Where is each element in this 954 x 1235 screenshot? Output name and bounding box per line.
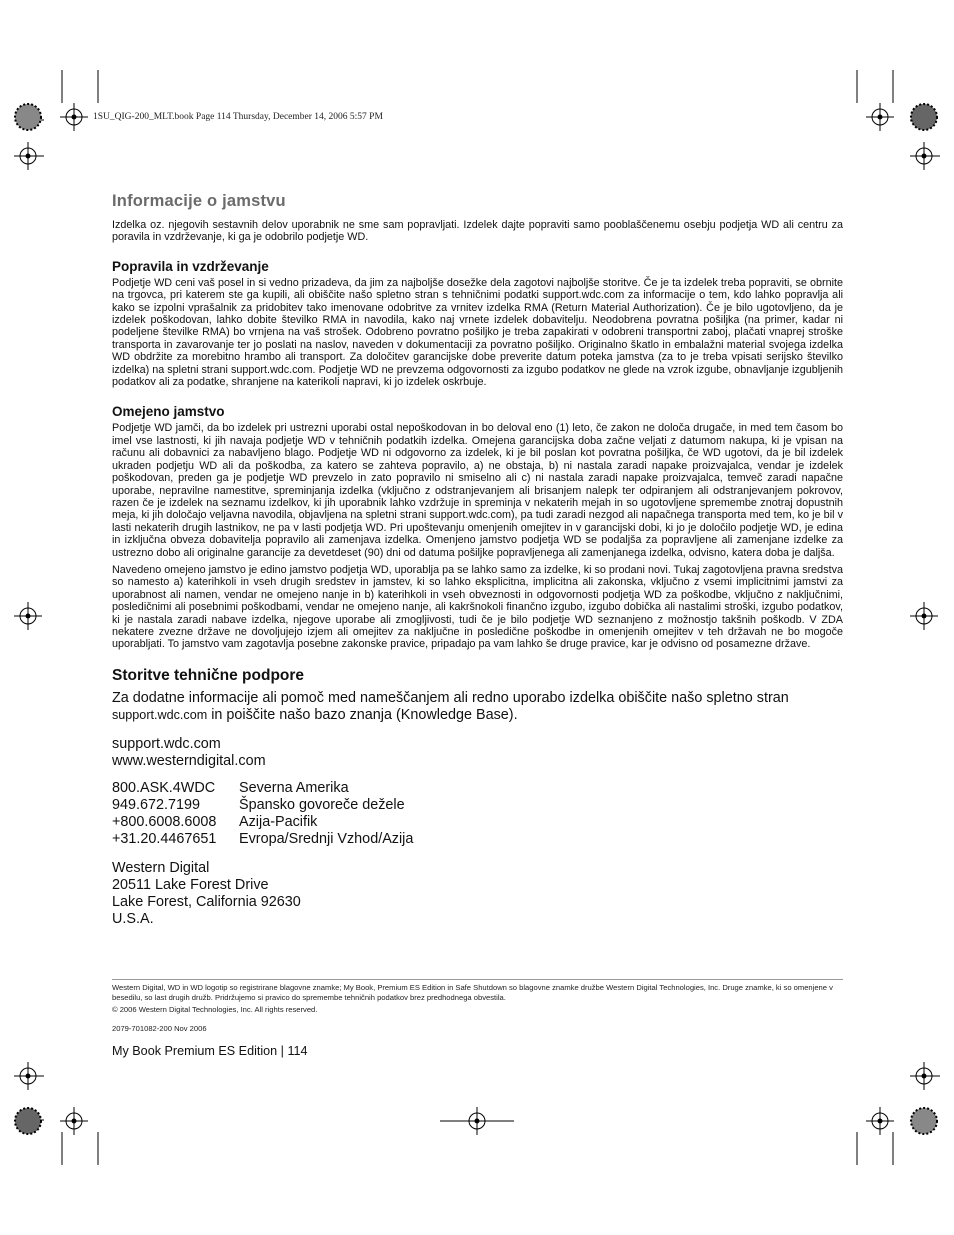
phone-table (112, 780, 413, 848)
repair-heading: Popravila in vzdrževanje (112, 258, 269, 274)
table-row (112, 797, 413, 814)
page-footer: My Book Premium ES Edition | 114 (112, 1044, 308, 1058)
page-title: Informacije o jamstvu (112, 192, 286, 210)
phone-region: Špansko govoreče dežele (239, 796, 405, 813)
copyright-notice: © 2006 Western Digital Technologies, Inc. All rights reserved. (112, 1005, 318, 1014)
support-text-after: in poiščite našo bazo znanja (Knowledge Base). (207, 706, 518, 723)
phone-region: Evropa/Srednji Vzhod/Azija (239, 830, 414, 847)
address-line: Western Digital (112, 859, 210, 876)
phone-region: Severna Amerika (239, 779, 349, 796)
phone-number: 800.ASK.4WDC (112, 779, 216, 796)
url-support[interactable]: support.wdc.com (112, 735, 221, 752)
page-content (112, 192, 843, 928)
warranty-paragraph-1: Podjetje WD jamči, da bo izdelek pri ustrezni uporabi ostal nepoškodovan in bo deloval eno (1) leto, če zakon ne določa drugače, in med tem časom bo imel vse lastnosti, ki jih navaja podjetje WD v tehničnih podatkih izdelka. Omejena garancijska doba začne veljati z datumom nakupa, ki je vpisan na računu ali dobavnici za nabavljeno blago. Podjetje WD ni odgovorno za izdelek, ki je bil poslan kot povratna pošiljka, če WD ugotovi, da je bil izdelek ukraden podjetju WD ali da poškodba, za katero se zahteva popravilo, a) ne obstaja, b) ni nastala zaradi napake proizvajalca, vendar je izdelek poškodovan, preden ga je podjetje WD prevzelo in zato popravilo ni smiselno ali c) ni nastala zaradi napake proizvajalca, temveč zaradi napačne uporabe, nepravilne namestitve, spreminjanja izdelka (vključno z odstranjevanjem ali brisanjem nalepk ter odpiranjem ali odstranjevanjem pokrovov, razen če je izdelek na seznamu izdelkov, ki jih uporabnik lahko vzdržuje in spreminja v nekaterih mejah in so ugotovljene spremembe znotraj dopustnih meja, ki jih določajo veljavna navodila, objavljena na spletni strani support.wdc.com), pa tudi zaradi nezgod ali napačnega transporta med tem, ko je bil v lasti nekaterih drugih lastnikov, ne pa v lasti podjetja WD. Pri upoštevanju omenjenih omejitev in v garancijski dobi, ki jo je določilo podjetje WD, je edina in izključna obveza dobavitelja popravilo ali zamenjava izdelka. Omenjeno jamstvo podjetja WD se podaljša za popravljene ali zamenjane izdelke za ustrezno dobo ali originalne garancije za devetdeset (90) dni od datuma pošiljke popravljenega ali zamenjanega izdelka, odvisno, katera doba je daljša. (112, 422, 843, 559)
phone-number: +31.20.4467651 (112, 830, 217, 847)
phone-region: Azija-Pacifik (239, 813, 318, 830)
support-heading: Storitve tehnične podpore (112, 666, 305, 684)
postal-address (112, 860, 843, 928)
url-westerndigital[interactable]: www.westerndigital.com (112, 752, 266, 769)
address-line: 20511 Lake Forest Drive (112, 876, 269, 893)
intro-paragraph: Izdelka oz. njegovih sestavnih delov uporabnik ne sme sam popravljati. Izdelek dajte popraviti samo pooblaščenemu osebju podjetja WD ali centru za poravila in vzdrževanje, ki ga je odobrilo podjetje WD. (112, 219, 843, 244)
warranty-paragraph-2: Navedeno omejeno jamstvo je edino jamstvo podjetja WD, uporablja pa se lahko samo za izdelke, ki so prodani novi. Tukaj zagotovljena pravna sredstva so namesto a) katerihkoli in vseh drugih sredstev in jamstev, ki so lahko eksplicitna, implicitna ali zakonska, vključno z vsemi implicitnimi jamstvi za uporabnost ali namen, vendar ne omejeno nanje in b) katerihkoli in vseh obveznosti in odgovornosti podjetja WD za poškodbe, vključno z naključnimi, posledičnimi ali posebnimi poškodbami, vendar ne omejeno nanje, ali kakršnokoli finančno izgubo, izgubo dobička ali nastalimi stroški, izgubo podatkov, ki je nastala zaradi nabave izdelka, njegove uporabe ali zmogljivosti, tudi če je bilo podjetje WD seznanjeno z možnostjo takšnih poškodb. V ZDA nekatere zvezne države ne dovoljujejo izjem ali omejitev za naključne in posledične poškodbe in omenjenih omejitev v teh državah ne bo mogoče uporabljati. To jamstvo vam zagotavlja posebne zakonske pravice, pripadajo pa vam lahko še druge pravice, kar je odvisno od posamezne države. (112, 563, 843, 651)
document-number: 2079-701082-200 Nov 2006 (112, 1024, 207, 1033)
support-paragraph (112, 690, 843, 724)
address-line: U.S.A. (112, 910, 154, 927)
table-row (112, 814, 413, 831)
phone-number: 949.672.7199 (112, 796, 201, 813)
warranty-heading: Omejeno jamstvo (112, 404, 225, 420)
repair-paragraph: Podjetje WD ceni vaš posel in si vedno prizadeva, da jim za najboljše dosežke dela zagotovi najboljše storitve. Če je ta izdelek treba popraviti, se obrnite na trgovca, pri katerem ste ga kupili, ali obiščite našo spletno stran s tehničnimi podatki support.wdc.com za informacije o tem, kdo lahko popravlja ali kako se izpolni vprašalnik za pridobitev tako imenovane odobritve za vrnitev izdelka RMA (Return Material Authorization). Če je bilo ugotovljeno, da je izdelek poškodovan, lahko dobite številko RMA in navodila, kako naj vrnete izdelek dobavitelju. Neodobrena povratna pošiljka (na primer, kadar ni podeljene številke RMA) bo vrnjena na vaš strošek. Odobreno povratno pošiljko je treba zapakirati v odobreni transportni zaboj, plačati vnaprej stroške transporta in zavarovanje ter jo poslati na naslov, naveden v dokumentaciji za povratno pošiljko. Originalno škatlo in embalažni material svojega izdelka WD obdržite za morebitno hrambo ali transport. Za določitev garancijske dobe preverite datum poteka jamstva (za to je treba vpisati serijsko številko izdelka) na spletni strani support.wdc.com. Podjetje WD ne prevzema odgovornosti za izgubo podatkov ne glede na vzrok izgube, obnavljanje izgubljenih podatkov ali za podatke, shranjene na katerikoli napravi, ki jo izdelek oskrbuje. (112, 276, 843, 389)
table-row (112, 780, 413, 797)
url-list (112, 736, 843, 770)
divider (112, 979, 843, 980)
phone-number: +800.6008.6008 (112, 813, 217, 830)
address-line: Lake Forest, California 92630 (112, 893, 301, 910)
support-link[interactable]: support.wdc.com (112, 707, 208, 722)
table-row (112, 831, 413, 848)
support-text-before: Za dodatne informacije ali pomoč med nameščanjem ali redno uporabo izdelka obiščite našo spletno stran (112, 689, 789, 706)
slug-line: 1SU_QIG-200_MLT.book Page 114 Thursday, December 14, 2006 5:57 PM (93, 112, 383, 122)
trademark-notice: Western Digital, WD in WD logotip so registrirane blagovne znamke; My Book, Premium ES Edition in Safe Shutdown so blagovne znamke družbe Western Digital Technologies, Inc. Druge znamke, ki so omenjene v besedilu, so last drugih družb. Pridržujemo si pravico do spremembe tehničnih podatkov brez predhodnega obvestila. (112, 983, 833, 1002)
